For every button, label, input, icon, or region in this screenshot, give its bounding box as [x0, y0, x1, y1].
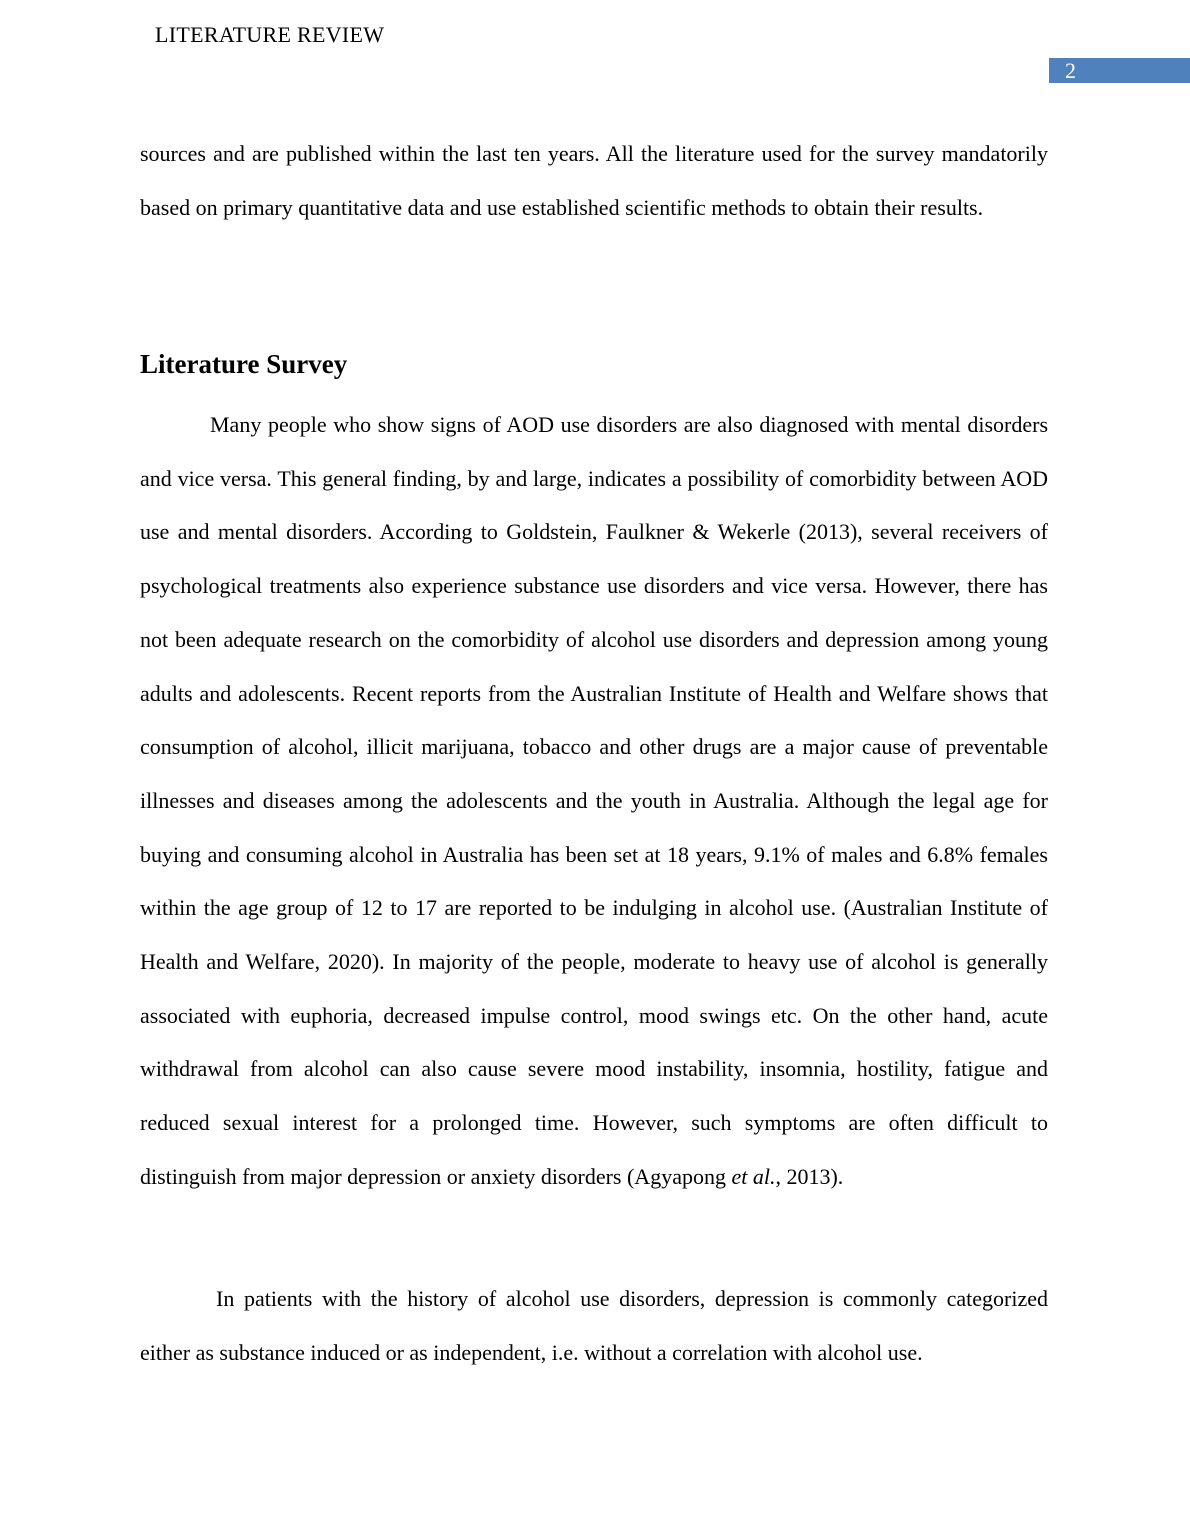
second-paragraph: In patients with the history of alcohol use disorders, depression is commonly categorized either as substance induced or as independent, i.e. without a correlation with alcohol use. [140, 1286, 1048, 1365]
intro-paragraph: sources and are published within the last ten years. All the literature used for the survey mandatorily based on primary quantitative data and use established scientific methods to obtain their results. [140, 141, 1048, 220]
survey-paragraph-end: , 2013). [775, 1163, 844, 1189]
page-number-band [1049, 58, 1190, 83]
survey-paragraph [140, 398, 1048, 1204]
citation-etal: et al. [731, 1163, 776, 1189]
page-number: 2 [1065, 58, 1076, 83]
running-head: LITERATURE REVIEW [155, 22, 385, 47]
section-heading: Literature Survey [140, 349, 348, 379]
survey-paragraph-text: Many people who show signs of AOD use disorders are also diagnosed with mental disorders and vice versa. This general finding, by and large, indicates a possibility of comorbidity between AOD use and mental disorders. According to Goldstein, Faulkner & Wekerle (2013), several receivers of psychological treatments also experience substance use disorders and vice versa. However, there has not been adequate research on the comorbidity of alcohol use disorders and depression among young adults and adolescents. Recent reports from the Australian Institute of Health and Welfare shows that consumption of alcohol, illicit marijuana, tobacco and other drugs are a major cause of preventable illnesses and diseases among the adolescents and the youth in Australia. Although the legal age for buying and consuming alcohol in Australia has been set at 18 years, 9.1% of males and 6.8% females within the age group of 12 to 17 are reported to be indulging in alcohol use. (Australian Institute of Health and Welfare, 2020). In majority of the people, moderate to heavy use of alcohol is generally associated with euphoria, decreased impulse control, mood swings etc. On the other hand, acute withdrawal from alcohol can also cause severe mood instability, insomnia, hostility, fatigue and reduced sexual interest for a prolonged time. However, such symptoms are often difficult to distinguish from major depression or anxiety disorders (Agyapong [140, 412, 1048, 1189]
